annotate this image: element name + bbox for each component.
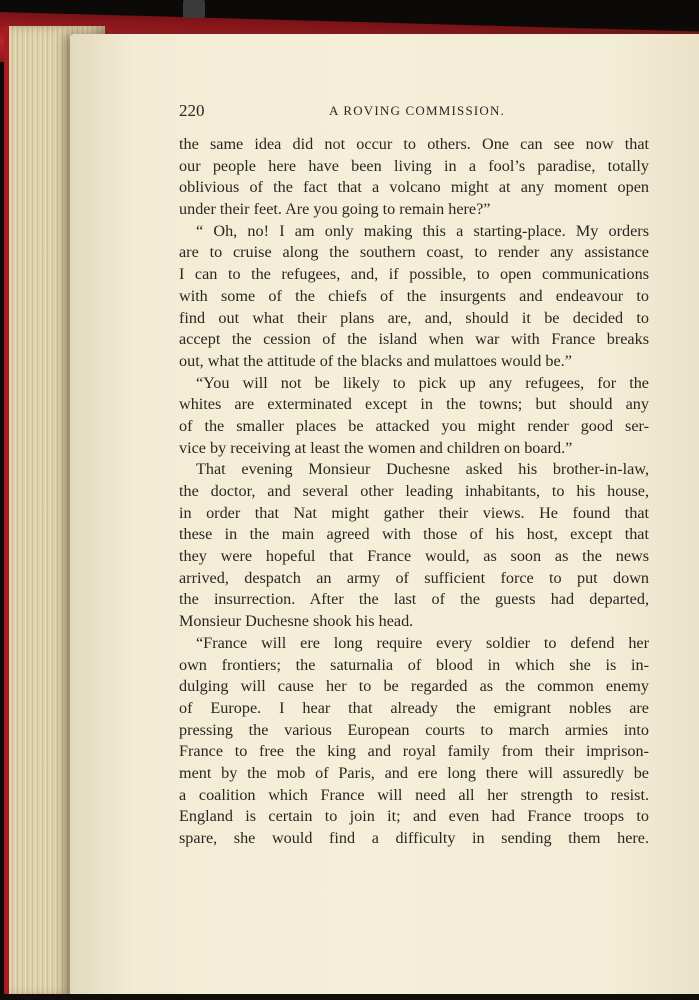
bottom-edge [0, 994, 699, 1000]
text-line: the insurrection. After the last of the guests had departed, [179, 590, 649, 609]
text-line: in order that Nat might gather their views. He found that [179, 503, 649, 522]
text-line: the doctor, and several other leading inhabitants, to his house, [179, 482, 649, 500]
text-line: find out what their plans are, and, should it be decided to [179, 308, 649, 327]
text-line: vice by receiving at least the women and children on board.” [179, 438, 573, 457]
text-line: with some of the chiefs of the insurgents and endeavour to [179, 286, 649, 305]
text-line: spare, she would find a difficulty in sending them here. [179, 829, 649, 847]
text-line: under their feet. Are you going to remain here?” [179, 200, 491, 219]
text-line: “You will not be likely to pick up any refugees, for the [196, 373, 649, 392]
page-clip [183, 0, 205, 18]
text-line: of the smaller places be attacked you might render good ser- [179, 416, 649, 435]
text-line: these in the main agreed with those of his host, except that [179, 525, 649, 544]
text-line: accept the cession of the island when war with France breaks [179, 330, 649, 349]
text-line: Monsieur Duchesne shook his head. [179, 612, 414, 631]
text-line: pressing the various European courts to march armies into [179, 720, 649, 739]
text-line: are to cruise along the southern coast, to render any assistance [179, 243, 649, 262]
text-line: “ Oh, no! I am only making this a starting-place. My orders [196, 221, 649, 240]
body-text [179, 134, 649, 850]
page-header [179, 101, 649, 123]
page-number: 220 [179, 101, 205, 120]
text-line: a coalition which France will need all her strength to resist. [179, 785, 649, 804]
text-line: they were hopeful that France would, as soon as the news [179, 547, 649, 566]
text-line: ment by the mob of Paris, and ere long there will assuredly be [179, 763, 649, 782]
text-line: oblivious of the fact that a volcano might at any moment open [179, 178, 649, 197]
text-line: dulging will cause her to be regarded as the common enemy [179, 677, 649, 696]
text-line: I can to the refugees, and, if possible, to open communications [179, 265, 649, 284]
text-line: France to free the king and royal family from their imprison- [179, 742, 649, 761]
text-line: out, what the attitude of the blacks and mulattoes would be.” [179, 351, 572, 370]
text-line: England is certain to join it; and even had France troops to [179, 807, 649, 826]
text-line: That evening Monsieur Duchesne asked his brother-in-law, [196, 460, 649, 479]
text-line: own frontiers; the saturnalia of blood in which she is in- [179, 655, 649, 674]
text-line: our people here have been living in a fool’s paradise, totally [179, 156, 649, 175]
text-line: of Europe. I hear that already the emigrant nobles are [179, 698, 649, 717]
text-line: “France will ere long require every soldier to defend her [196, 633, 649, 652]
text-line: whites are exterminated except in the towns; but should any [179, 395, 649, 414]
text-line: the same idea did not occur to others. One can see now that [179, 135, 649, 153]
running-head: A ROVING COMMISSION. [329, 103, 506, 118]
text-line: arrived, despatch an army of sufficient force to put down [179, 568, 649, 587]
